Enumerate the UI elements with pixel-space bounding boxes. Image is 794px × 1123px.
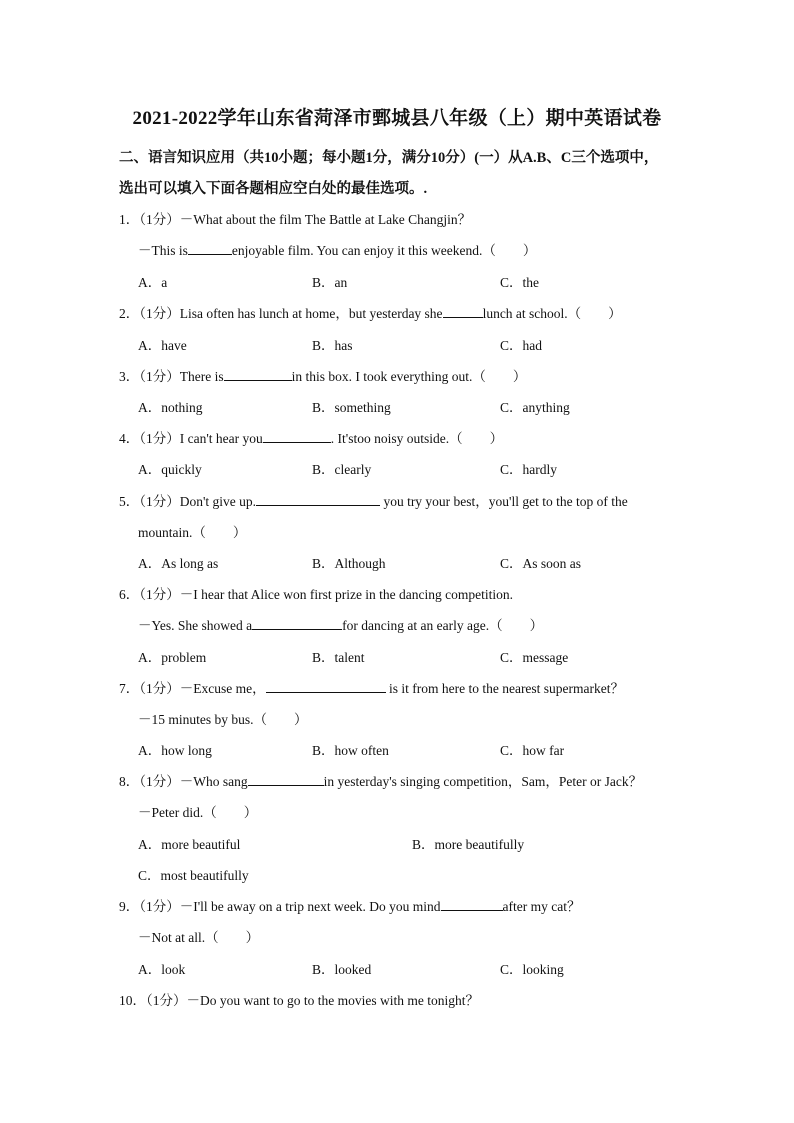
option-b: B．Although — [312, 556, 386, 571]
question-text: . It'stoo noisy outside.（ ） — [330, 431, 504, 446]
question-text: －I hear that Alice won first prize in the dancing competition. — [179, 587, 514, 602]
answer-blank — [441, 898, 503, 911]
answer-blank — [443, 305, 483, 318]
option-b: B．how often — [312, 743, 389, 758]
question-9 — [119, 895, 580, 915]
question-text: －This is — [138, 243, 188, 258]
question-1-line2 — [138, 239, 536, 259]
option-a: A．a — [138, 275, 168, 290]
question-7-line2: －15 minutes by bus.（ ） — [138, 712, 308, 727]
option-c: C．message — [500, 650, 569, 665]
option-b: B．something — [312, 400, 391, 415]
answer-blank — [266, 680, 386, 693]
question-text: is it from here to the nearest supermarket？ — [385, 681, 625, 696]
question-text: after my cat？ — [502, 899, 581, 914]
page-title: 2021-2022学年山东省菏泽市鄄城县八年级（上）期中英语试卷 — [132, 108, 662, 129]
option-a: A．look — [138, 962, 186, 977]
question-text: －Who sang — [179, 774, 248, 789]
question-text: －Excuse me， — [179, 681, 266, 696]
section-instruction-line1: 二、语言知识应用（共10小题；每小题1分，满分10分）(一）从A.B、C三个选项中， — [119, 150, 659, 166]
question-5-line2: mountain.（ ） — [138, 525, 247, 540]
option-c: C．the — [500, 275, 539, 290]
question-1 — [119, 208, 471, 228]
option-a: A．more beautiful — [138, 837, 241, 852]
option-b: B．looked — [312, 962, 372, 977]
question-2 — [119, 302, 622, 322]
answer-blank — [252, 617, 342, 630]
question-text: in yesterday's singing competition，Sam，Peter or Jack？ — [323, 774, 643, 789]
question-number: 9．（1分） — [119, 899, 180, 914]
question-text: you try your best，you'll get to the top of the — [380, 494, 628, 509]
question-10 — [119, 989, 479, 1009]
option-c: C．As soon as — [500, 556, 582, 571]
question-6-line2 — [138, 614, 543, 634]
question-text: Lisa often has lunch at home，but yesterday she — [179, 306, 443, 321]
question-4 — [119, 427, 503, 447]
option-a: A．nothing — [138, 400, 203, 415]
question-text: in this box. I took everything out.（ ） — [291, 369, 527, 384]
option-c: C．had — [500, 338, 542, 353]
question-text: There is — [179, 369, 224, 384]
question-text: lunch at school.（ ） — [482, 306, 622, 321]
option-a: A．As long as — [138, 556, 219, 571]
question-text: I can't hear you — [179, 431, 263, 446]
question-text: －I'll be away on a trip next week. Do you mind — [179, 899, 441, 914]
answer-blank — [248, 773, 324, 786]
option-c: C．hardly — [500, 462, 557, 477]
option-a: A．have — [138, 338, 187, 353]
question-3 — [119, 365, 526, 385]
question-text: for dancing at an early age.（ ） — [342, 618, 544, 633]
question-5 — [119, 490, 628, 510]
option-b: B．an — [312, 275, 348, 290]
question-number: 3．（1分） — [119, 369, 180, 384]
option-a: A．problem — [138, 650, 207, 665]
question-text: －Yes. She showed a — [138, 618, 253, 633]
question-8 — [119, 770, 642, 790]
option-b: B．talent — [312, 650, 365, 665]
question-text: Don't give up. — [179, 494, 257, 509]
question-number: 10．（1分） — [119, 993, 187, 1008]
question-6 — [119, 583, 513, 603]
answer-blank — [263, 430, 331, 443]
question-number: 5．（1分） — [119, 494, 180, 509]
option-b: B．more beautifully — [412, 837, 525, 852]
section-instruction-line2: 选出可以填入下面各题相应空白处的最佳选项。. — [119, 181, 428, 197]
answer-blank — [188, 242, 232, 255]
question-9-line2: －Not at all.（ ） — [138, 930, 260, 945]
question-7 — [119, 677, 624, 697]
option-a: A．how long — [138, 743, 212, 758]
answer-blank — [224, 368, 292, 381]
option-c: C．how far — [500, 743, 565, 758]
question-text: －Do you want to go to the movies with me tonight？ — [186, 993, 479, 1008]
question-text: －What about the film The Battle at Lake Changjin？ — [179, 212, 472, 227]
question-number: 6．（1分） — [119, 587, 180, 602]
question-number: 8．（1分） — [119, 774, 180, 789]
question-number: 1．（1分） — [119, 212, 180, 227]
option-c: C．most beautifully — [138, 868, 249, 883]
question-8-line2: －Peter did.（ ） — [138, 805, 258, 820]
question-number: 4．（1分） — [119, 431, 180, 446]
question-text: enjoyable film. You can enjoy it this weekend.（ ） — [231, 243, 537, 258]
question-number: 7．（1分） — [119, 681, 180, 696]
question-number: 2．（1分） — [119, 306, 180, 321]
option-c: C．anything — [500, 400, 570, 415]
option-b: B．has — [312, 338, 353, 353]
option-a: A．quickly — [138, 462, 202, 477]
option-c: C．looking — [500, 962, 564, 977]
option-b: B．clearly — [312, 462, 372, 477]
answer-blank — [256, 493, 380, 506]
